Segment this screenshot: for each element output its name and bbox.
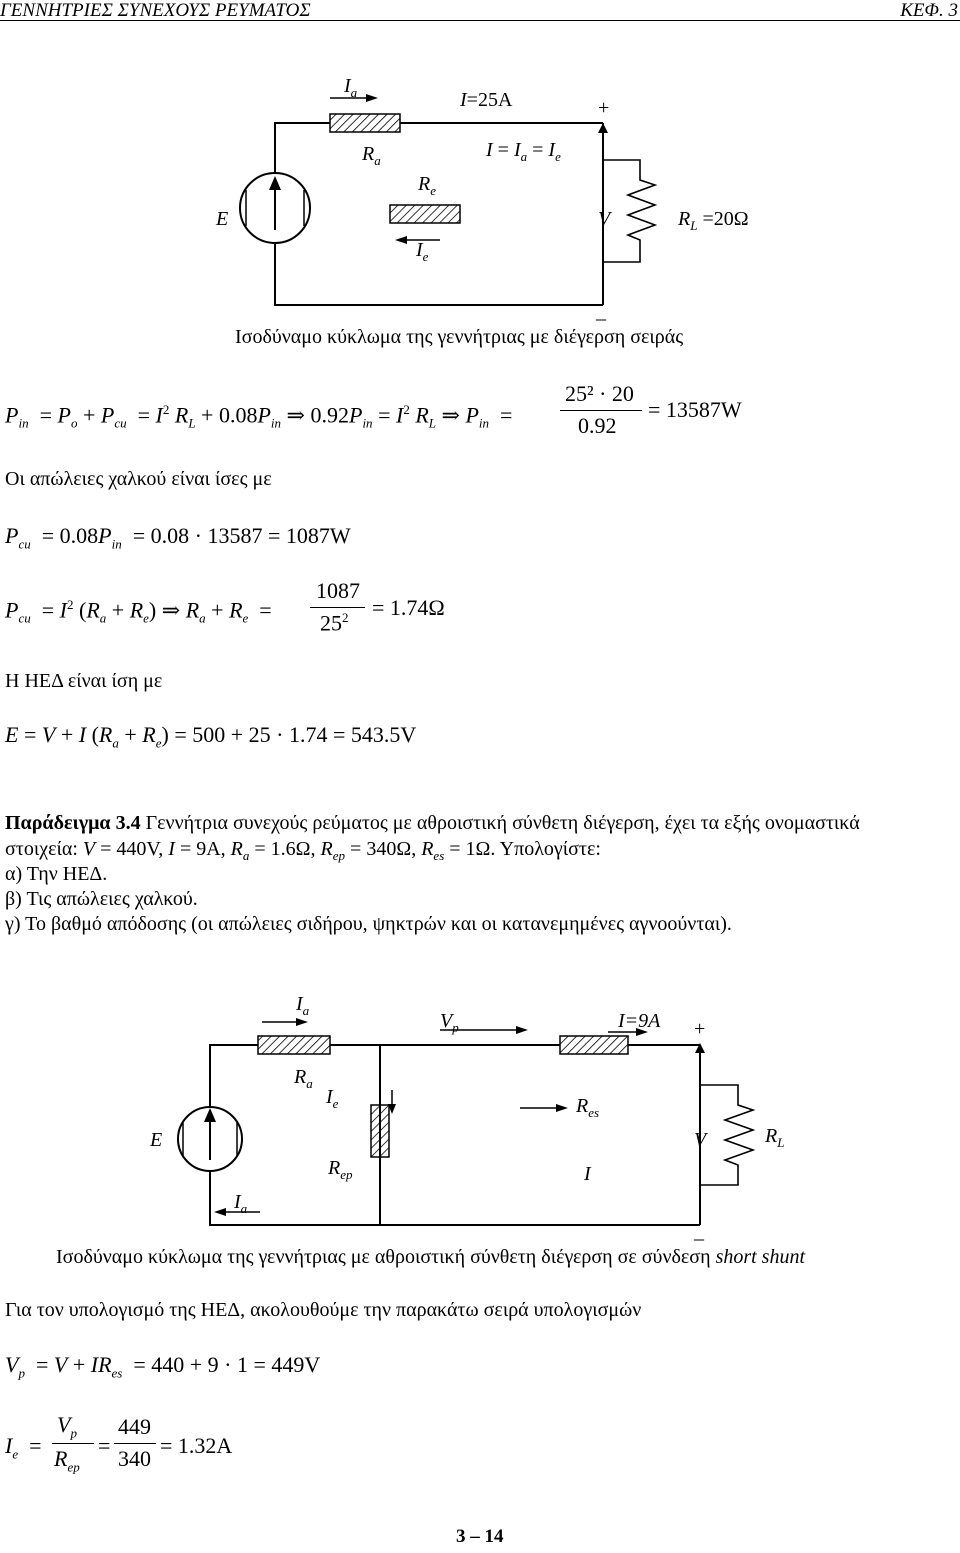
equation-emf: E = V + I $(R_a + R_e) = 500 + 25 \cdot 1.74 = 543.5V$	[5, 722, 417, 751]
circuit1-caption: Ισοδύναμο κύκλωμα της γεννήτριας με διέγερση σειράς	[235, 326, 684, 348]
eq6-den2: 340	[118, 1446, 151, 1471]
circuit2-caption	[56, 1246, 805, 1269]
eq6-num1: $V_p$	[57, 1412, 77, 1441]
label-plus: +	[598, 97, 610, 119]
eq1-numerator: 25² · 20	[565, 381, 634, 406]
circuit-compound-diagram	[140, 985, 820, 1243]
c2-label-rl: $R_L$	[765, 1125, 785, 1150]
label-minus: _	[596, 301, 606, 323]
eq1-fraction-bar	[560, 410, 642, 411]
header-rule	[0, 20, 960, 21]
copper-losses-line: Οι απώλειες χαλκού είναι ίσες με	[5, 468, 272, 490]
c2-label-minus: _	[694, 1221, 704, 1243]
c2-label-i9: I=9A	[618, 1010, 661, 1032]
example-item-c: γ) Το βαθμό απόδοσης (οι απώλειες σιδήρου, ψηκτρών και οι κατανεμημένες αγνοούνται).	[5, 913, 732, 935]
c2-label-vp: $V_p$	[440, 1010, 459, 1035]
eq6-bar1	[52, 1443, 94, 1444]
header-chapter: ΚΕΦ. 3	[900, 0, 958, 21]
c2-label-e: E	[150, 1129, 163, 1151]
label-ia: $I_a$	[344, 75, 358, 100]
emf-line: Η ΗΕΔ είναι ίση με	[5, 670, 163, 692]
c2-label-i: I	[584, 1163, 591, 1185]
eq3-result: = 1.74Ω	[372, 595, 445, 620]
example-item-a: α) Την ΗΕΔ.	[5, 863, 108, 885]
c2-label-v: V	[694, 1129, 707, 1151]
c2-label-rep: $R_{ep}$	[328, 1157, 353, 1182]
label-re: $R_e$	[418, 173, 436, 198]
eq6-result: = 1.32A	[160, 1433, 233, 1458]
c2-label-ia-top: $I_a$	[296, 993, 310, 1018]
label-e: E	[216, 208, 229, 230]
c2-label-ie: $I_e$	[326, 1086, 339, 1111]
example-line1	[5, 812, 860, 835]
label-rl: $R_L =20\Omega$	[678, 208, 749, 233]
label-v: V	[598, 208, 611, 230]
eq6-num2: 449	[118, 1414, 151, 1439]
label-ra: $R_a$	[362, 143, 381, 168]
equation-vp: $V_p = V + IR_{es} = 440 + 9 \cdot 1 = 449V$	[5, 1352, 321, 1381]
c2-label-plus: +	[694, 1018, 706, 1040]
eq3-numerator: 1087	[316, 578, 360, 603]
eq1-result: = 13587W	[648, 397, 742, 422]
eq1-denominator: 0.92	[578, 413, 617, 438]
eq3-fraction-bar	[310, 607, 365, 608]
page-number: 3 – 14	[456, 1526, 504, 1547]
calc-intro-line: Για τον υπολογισμό της ΗΕΔ, ακολουθούμε την παρακάτω σειρά υπολογισμών	[5, 1299, 642, 1321]
label-i-eq: $I = I_a = I_e$	[486, 139, 561, 164]
example-line2: στοιχεία: V = 440V, I = 9A, $R_a = 1.6\Omega$, $R_{ep} = 340\Omega$, $R_{es} = 1\Omega$. Υπολογίστε:	[5, 838, 601, 863]
equation-pin: $P_{in} = P_o + P_{cu} = I^2$ $R_L + 0.08P_{in}$ ⇒ $0.92P_{in} = I^2$ $R_L$ ⇒ $P_{in}$ =	[5, 402, 513, 431]
example-title: Παράδειγμα 3.4	[5, 812, 141, 834]
eq3-denominator: $25^2$	[320, 610, 349, 636]
c2-label-ra: $R_a$	[294, 1066, 313, 1091]
example-intro: Γεννήτρια συνεχούς ρεύματος με αθροιστική σύνθετη διέγερση, έχει τα εξής ονομαστικά	[140, 812, 860, 834]
label-i25: I=25A	[460, 89, 513, 111]
header-title: ΓΕΝΝΗΤΡΙΕΣ ΣΥΝΕΧΟΥΣ ΡΕΥΜΑΤΟΣ	[0, 0, 311, 21]
c2-label-ia-bottom: $I_a$	[234, 1191, 248, 1216]
eq6-bar2	[114, 1443, 156, 1444]
example-item-b: β) Τις απώλειες χαλκού.	[5, 888, 198, 910]
circuit2-caption-italic: short shunt	[715, 1246, 806, 1268]
eq6-den1: $R_{ep}$	[54, 1446, 80, 1475]
eq6-eq: =	[98, 1433, 111, 1458]
label-ie: $I_e$	[416, 239, 429, 264]
circuit2-caption-text: Ισοδύναμο κύκλωμα της γεννήτριας με αθροιστική σύνθετη διέγερση σε σύνδεση	[56, 1246, 711, 1268]
circuit-series-diagram	[200, 60, 800, 325]
equation-ie-left: $I_e$ =	[5, 1433, 42, 1462]
c2-label-res: $R_{es}$	[576, 1095, 600, 1120]
equation-ra-re: $P_{cu} = I^2$ $(R_a + R_e)$ ⇒ $R_a + R_e$ =	[5, 597, 272, 626]
equation-pcu: $P_{cu} = 0.08P_{in} = 0.08 \cdot 13587 = 1087W$	[5, 523, 351, 552]
